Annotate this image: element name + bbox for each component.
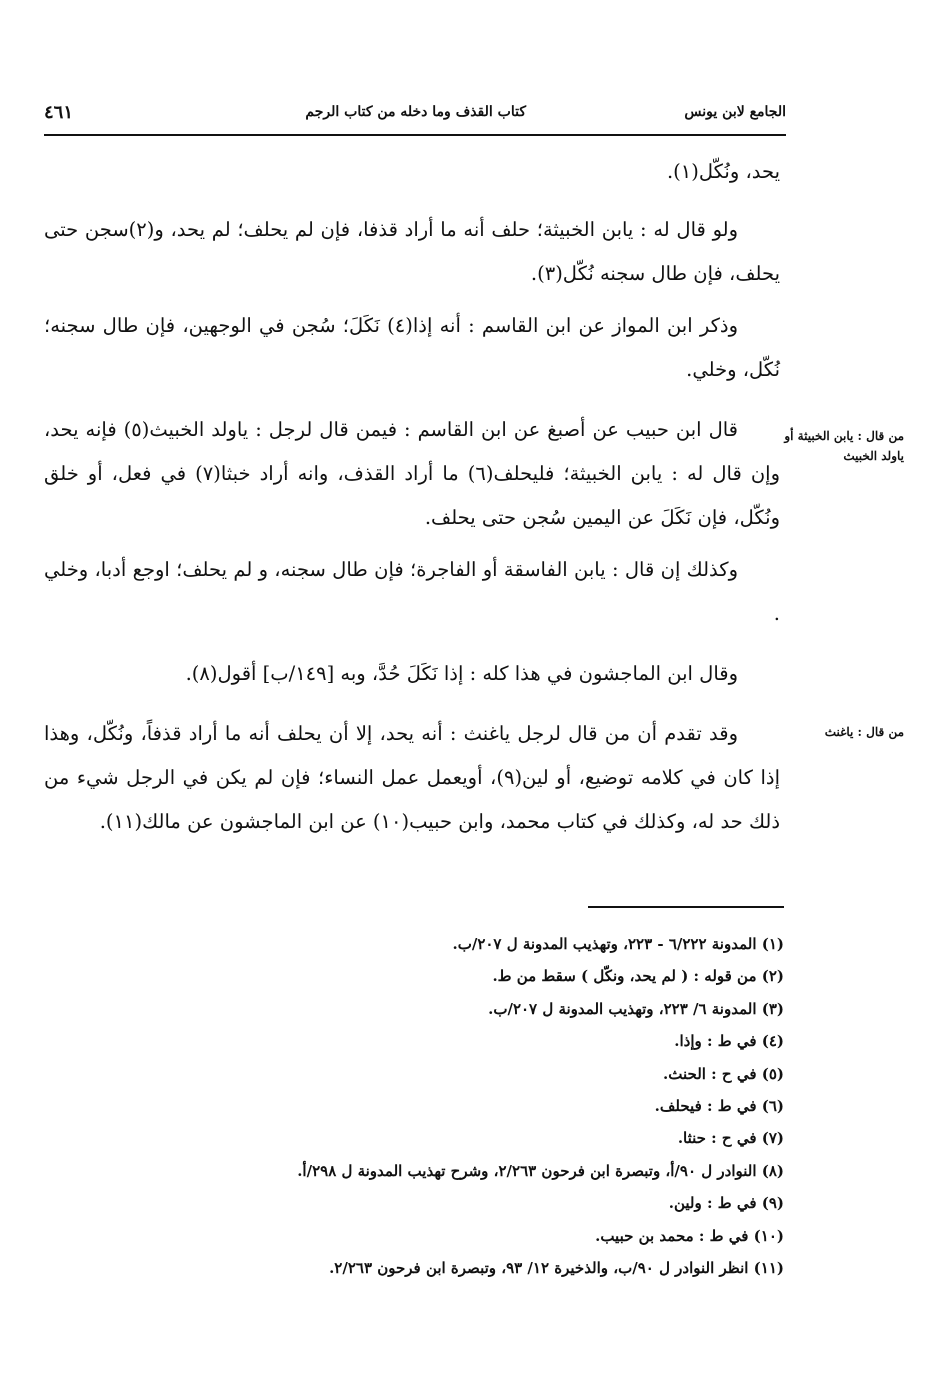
footnote: (٨) النوادر ل ٩٠/أ، وتبصرة ابن فرحون ٢/٢٦٣، وشرح تهذيب المدونة ل ٢٩٨/أ. [297,1161,784,1180]
footnote: (٢) من قوله : ( لم يحد، ونكّل ) سقط من ط. [492,967,784,986]
footnote: (٣) المدونة ٦/ ٢٢٣، وتهذيب المدونة ل ٢٠٧/ب. [488,999,784,1018]
margin-note: من قال : ياغنث [824,725,904,739]
header-book-title: الجامع لابن يونس [684,104,786,120]
main-text [44,150,780,852]
paragraph: قال ابن حبيب عن أصبغ عن ابن القاسم : فيمن قال لرجل : ياولد الخبيث(٥) فإنه يحد، وإن قال له : يابن الخبيثة؛ فليحلف(٦) ما أراد القذف، وانه أراد خبثا(٧) في فعل، أو خلق ونُكّل، فإن نَكَلَ عن اليمين سُجن حتى يحلف. [44,418,780,529]
footnote: (٦) في ط : فيحلف. [654,1097,784,1116]
paragraph: يحد، ونُكّل(١). [666,160,780,183]
footnote: (١١) انظر النوادر ل ٩٠/ب، والذخيرة ١٢/ ٩٣، وتبصرة ابن فرحون ٢/٢٦٣. [329,1259,784,1278]
paragraph: وكذلك إن قال : يابن الفاسقة أو الفاجرة؛ فإن طال سجنه، و لم يحلف؛ اوجع أدبا، وخلي . [44,558,780,625]
paragraph: وذكر ابن المواز عن ابن القاسم : أنه إذا(٤) نَكَلَ؛ سُجن في الوجهين، فإن طال سجنه؛ نُكّل، وخلي. [44,314,780,381]
footnote: (١) المدونة ٦/٢٢٢ - ٢٢٣، وتهذيب المدونة ل ٢٠٧/ب. [452,935,784,953]
running-header [44,100,786,136]
header-chapter-title: كتاب القذف وما دخله من كتاب الرجم [305,104,526,120]
footnote: (٤) في ط : وإذا. [674,1032,784,1051]
footnote: (١٠) في ط : محمد بن حبيب. [595,1226,784,1245]
footnote: (٩) في ط : ولين. [668,1194,784,1213]
footnote-separator [588,906,784,908]
paragraph: ولو قال له : يابن الخبيثة؛ حلف أنه ما أراد قذفا، فإن لم يحلف؛ لم يحد، و(٢)سجن حتى يحلف، فإن طال سجنه نُكّل(٣). [44,218,780,285]
footnotes [144,928,784,1284]
paragraph: وقال ابن الماجشون في هذا كله : إذا نَكَلَ حُدَّ، وبه [١٤٩/ب] أقول(٨). [185,662,738,685]
footnote: (٥) في ح : الحنث. [663,1064,784,1083]
paragraph: وقد تقدم أن من قال لرجل ياغنث : أنه يحد، إلا أن يحلف أنه ما أراد قذفاً، ونُكّل، وهذا إذا كان في كلامه توضيع، أو لين(٩)، أويعمل عمل النساء؛ فإن لم يكن في الرجل شيء من ذلك حد له، وكذلك في كتاب محمد، وابن حبيب(١٠) عن ابن الماجشون عن مالك(١١). [44,722,780,833]
footnote: (٧) في ح : حنثا. [677,1129,784,1148]
page-number: ٤٦١ [44,102,74,123]
margin-note: من قال : يابن الخبيثة أو ياولد الخبيث [784,429,904,463]
